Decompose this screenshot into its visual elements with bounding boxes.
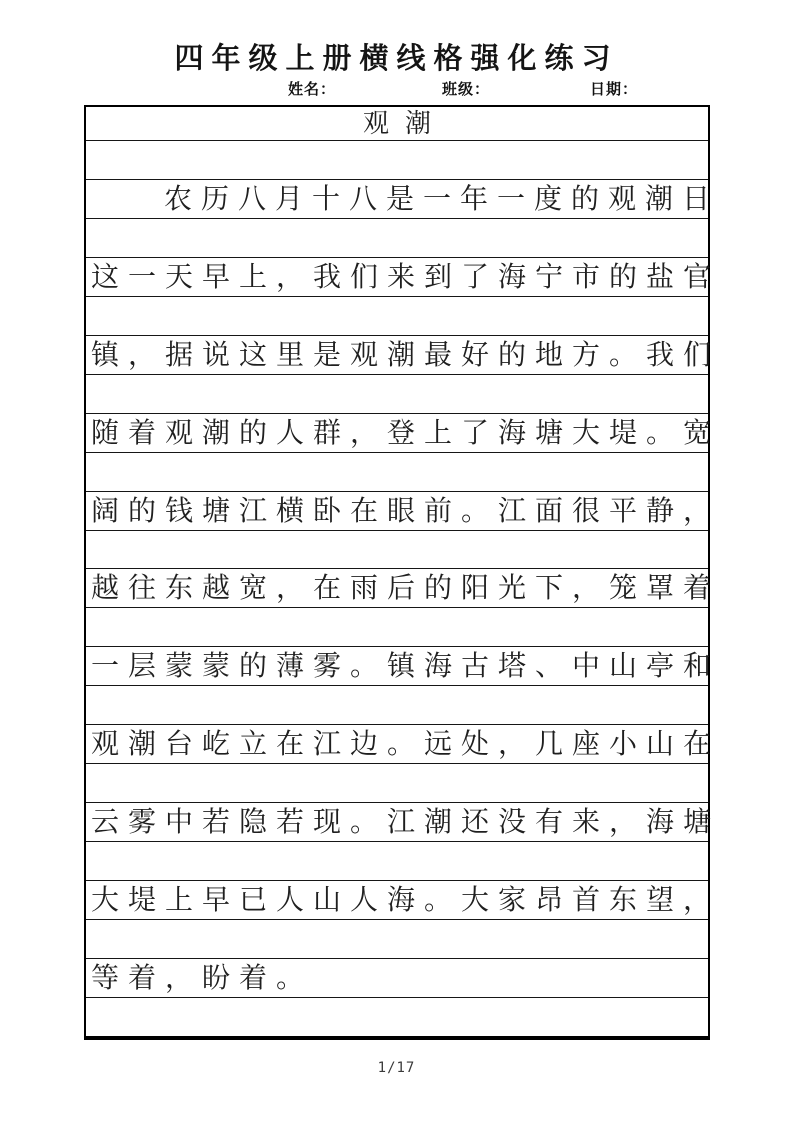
grid-spacer-row xyxy=(86,608,708,647)
grid-text-row xyxy=(86,959,708,998)
grid-line-text: 云雾中若隐若现。江潮还没有来，海塘 xyxy=(91,805,721,839)
grid-spacer-row xyxy=(86,453,708,492)
grid-spacer-row xyxy=(86,219,708,258)
grid-spacer-row xyxy=(86,998,708,1036)
grid-line-text: 阔的钱塘江横卧在眼前。江面很平静， xyxy=(91,493,721,527)
grid-spacer-row xyxy=(86,842,708,881)
grid-line-text: 镇，据说这里是观潮最好的地方。我们 xyxy=(91,337,721,371)
page-number: 1/17 xyxy=(377,1060,416,1076)
grid-text-row xyxy=(86,180,720,219)
name-field-label: 姓名： xyxy=(288,80,337,98)
grid-line-text: 等着，盼着。 xyxy=(91,960,314,994)
grid-line-text: 一层蒙蒙的薄雾。镇海古塔、中山亭和 xyxy=(91,649,721,683)
grid-text-row xyxy=(86,725,721,764)
grid-spacer-row xyxy=(86,920,708,959)
grid-line-text: 农历八月十八是一年一度的观潮日 xyxy=(164,181,720,215)
class-field-label: 班级： xyxy=(442,80,491,98)
practice-grid xyxy=(84,105,721,1040)
grid-spacer-row xyxy=(86,297,708,336)
page-title: 四年级上册横线格强化练习 xyxy=(174,41,619,75)
grid-text-row xyxy=(86,336,721,375)
grid-heading-text: 观潮 xyxy=(362,108,447,139)
grid-text-row xyxy=(86,492,721,531)
date-field-label: 日期： xyxy=(590,80,639,98)
grid-text-row xyxy=(86,647,721,686)
grid-line-text: 观潮台屹立在江边。远处，几座小山在 xyxy=(91,727,721,761)
grid-spacer-row xyxy=(86,764,708,803)
grid-line-text: 越往东越宽，在雨后的阳光下，笼罩着 xyxy=(91,571,721,605)
grid-text-row xyxy=(86,258,721,297)
grid-spacer-row xyxy=(86,375,708,414)
grid-line-text: 这一天早上，我们来到了海宁市的盐官 xyxy=(91,259,721,293)
grid-heading-row xyxy=(86,107,708,141)
grid-text-row xyxy=(86,803,721,842)
grid-spacer-row xyxy=(86,531,708,570)
grid-line-text: 随着观潮的人群，登上了海塘大堤。宽 xyxy=(91,415,721,449)
grid-spacer-row xyxy=(86,141,708,180)
grid-text-row xyxy=(86,881,721,920)
grid-spacer-row xyxy=(86,686,708,725)
grid-text-row xyxy=(86,569,721,608)
grid-line-text: 大堤上早已人山人海。大家昂首东望， xyxy=(91,883,721,917)
grid-text-row xyxy=(86,414,721,453)
